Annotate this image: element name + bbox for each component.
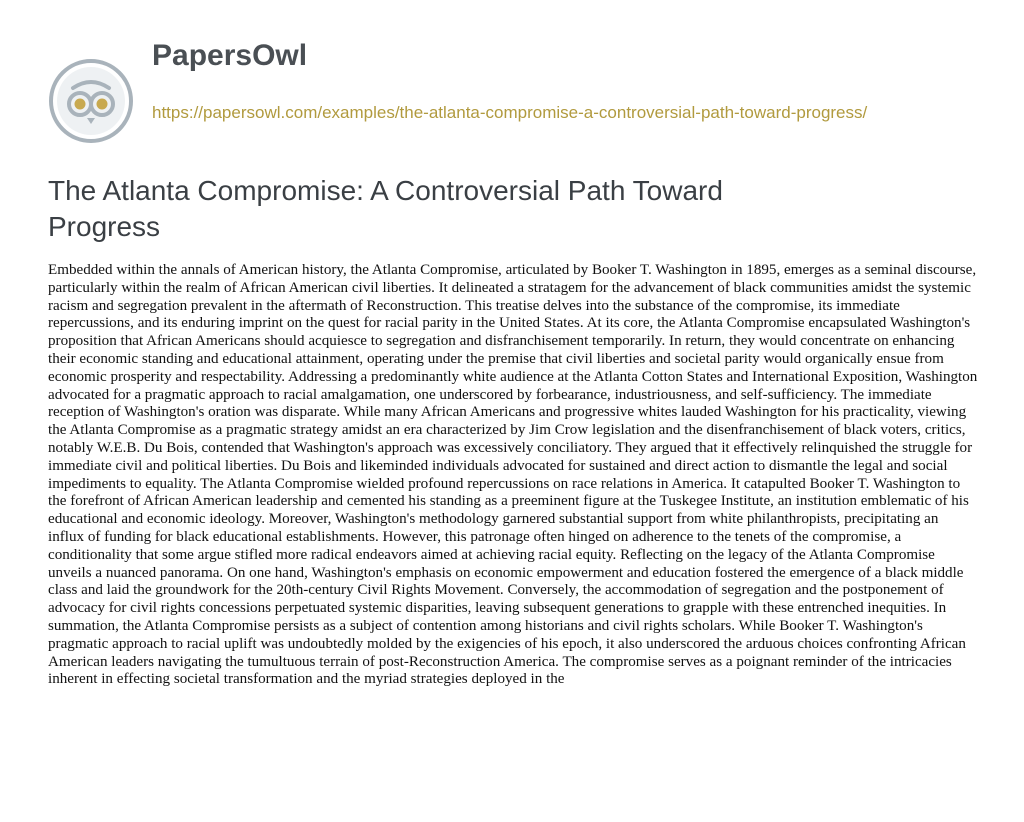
brand-name[interactable]: PapersOwl bbox=[152, 39, 308, 72]
brand-block bbox=[152, 38, 952, 124]
source-url-link[interactable]: https://papersowl.com/examples/the-atlanta-compromise-a-controversial-path-toward-progress/ bbox=[152, 103, 868, 122]
owl-logo-icon bbox=[48, 58, 134, 144]
article-body: Embedded within the annals of American history, the Atlanta Compromise, articulated by Booker T. Washington in 1895, emerges as a seminal discourse, particularly within the realm of African American civil liberties. It delineated a stratagem for the advancement of black communities amidst the systemic racism and segregation prevalent in the aftermath of Reconstruction. This treatise delves into the substance of the compromise, its immediate repercussions, and its enduring imprint on the quest for racial parity in the United States. At its core, the Atlanta Compromise encapsulated Washington's proposition that African Americans should acquiesce to segregation and disfranchisement temporarily. In return, they would concentrate on enhancing their economic standing and educational attainment, operating under the premise that civil liberties and societal parity would organically ensue from economic prosperity and respectability. Addressing a predominantly white audience at the Atlanta Cotton States and International Exposition, Washington advocated for a pragmatic approach to racial amalgamation, one underscored by forbearance, industriousness, and self-sufficiency. The immediate reception of Washington's oration was disparate. While many African Americans and progressive whites lauded Washington for his practicality, viewing the Atlanta Compromise as a pragmatic strategy amidst an era characterized by Jim Crow legislation and the disenfranchisement of black voters, critics, notably W.E.B. Du Bois, contended that Washington's approach was excessively conciliatory. They argued that it effectively relinquished the struggle for immediate civil and political liberties. Du Bois and likeminded individuals advocated for sustained and direct action to dismantle the legal and social impediments to equality. The Atlanta Compromise wielded profound repercussions on race relations in America. It catapulted Booker T. Washington to the forefront of African American leadership and cemented his standing as a preeminent figure at the Tuskegee Institute, an institution emblematic of his educational and economic ideology. Moreover, Washington's methodology garnered substantial support from white philanthropists, precipitating an influx of funding for black educational establishments. However, this patronage often hinged on adherence to the tenets of the compromise, a conditionality that some argue stifled more radical endeavors aimed at achieving racial equity. Reflecting on the legacy of the Atlanta Compromise unveils a nuanced panorama. On one hand, Washington's emphasis on economic empowerment and education fostered the emergence of a black middle class and laid the groundwork for the 20th-century Civil Rights Movement. Conversely, the accommodation of segregation and the postponement of advocacy for civil rights concessions perpetuated systemic disparities, leaving subsequent generations to grapple with these entrenched inequities. In summation, the Atlanta Compromise persists as a subject of contention among historians and civil rights scholars. While Booker T. Washington's pragmatic approach to racial uplift was undoubtedly molded by the exigencies of his epoch, it also underscored the arduous choices confronting African American leaders navigating the tumultuous terrain of post-Reconstruction America. The compromise serves as a poignant reminder of the intricacies inherent in effecting societal transformation and the myriad strategies deployed in the bbox=[48, 262, 978, 688]
site-header bbox=[48, 38, 988, 158]
article-title: The Atlanta Compromise: A Controversial Path Toward Progress bbox=[48, 175, 723, 242]
